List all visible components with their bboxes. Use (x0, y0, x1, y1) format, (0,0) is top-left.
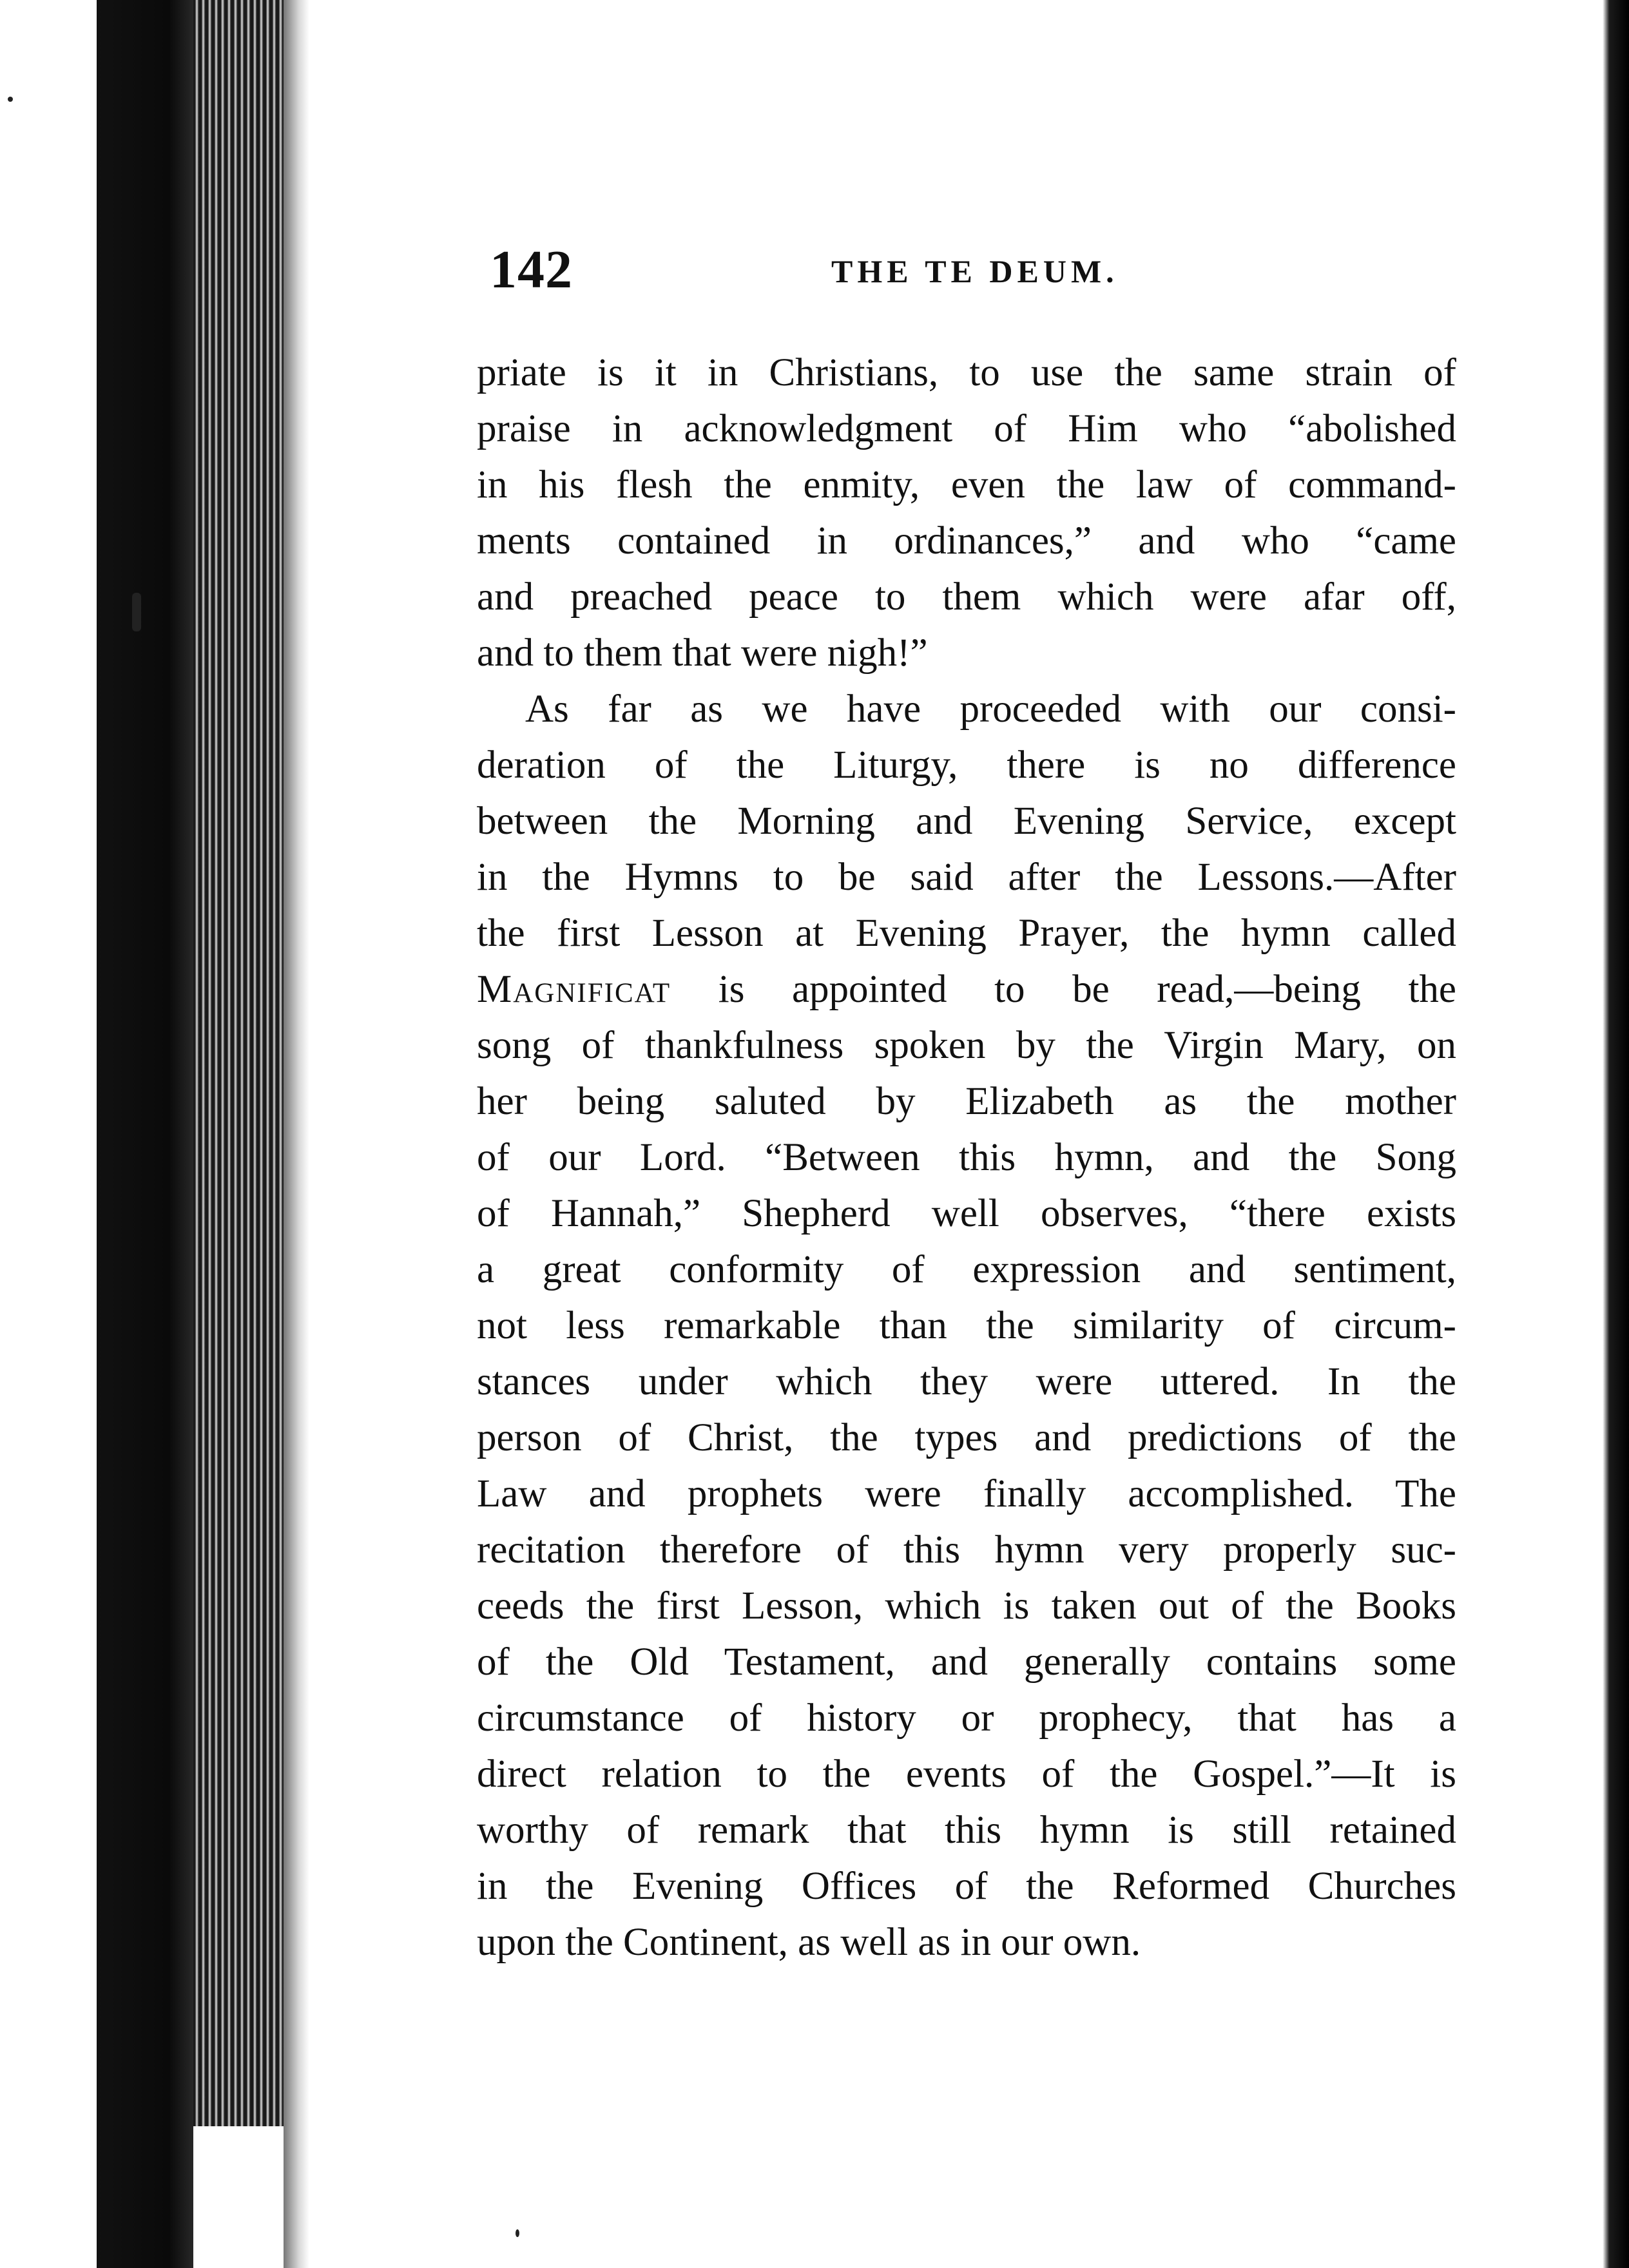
page-number: 142 (490, 240, 573, 300)
gutter-shadow (284, 0, 309, 2268)
page-edges (193, 0, 296, 2126)
text-line: in the Hymns to be said after the Lessons.—After (477, 856, 1456, 899)
text-line-rest: is appointed to be read,—being the (718, 968, 1457, 1011)
text-line: of Hannah,” Shepherd well observes, “there exists (477, 1192, 1456, 1235)
text-line: in his flesh the enmity, even the law of command- (477, 463, 1456, 506)
text-line: praise in acknowledgment of Him who “abolished (477, 407, 1456, 450)
text-line: between the Morning and Evening Service, except (477, 800, 1456, 843)
text-line: song of thankfulness spoken by the Virgin Mary, on (477, 1024, 1456, 1067)
text-line: in the Evening Offices of the Reformed Churches (477, 1865, 1456, 1908)
page-header (490, 238, 1456, 309)
text-line: and to them that were nigh!” (477, 631, 928, 675)
text-line: As far as we have proceeded with our consi- (525, 687, 1456, 731)
right-page-edge (1585, 0, 1629, 2268)
book-page (309, 0, 1585, 2268)
text-line: circumstance of history or prophecy, that has a (477, 1696, 1456, 1740)
text-line-magnificat (477, 961, 1456, 1017)
text-line: person of Christ, the types and predictions of the (477, 1416, 1456, 1459)
text-line: ments contained in ordinances,” and who “came (477, 519, 1456, 562)
text-line: ceeds the first Lesson, which is taken out of the Books (477, 1584, 1456, 1628)
running-head: THE TE DEUM. (831, 253, 1119, 289)
text-line: not less remarkable than the similarity of circum- (477, 1304, 1456, 1347)
text-line: priate is it in Christians, to use the same strain of (477, 351, 1456, 394)
magnificat-word: Magnificat (477, 968, 671, 1011)
text-line: upon the Continent, as well as in our own. (477, 1921, 1141, 1964)
scan-speck (8, 97, 13, 102)
text-line: of the Old Testament, and generally contains some (477, 1640, 1456, 1684)
scan-margin (0, 0, 110, 2268)
text-line: a great conformity of expression and sentiment, (477, 1248, 1456, 1291)
page-edges-bottom (193, 2126, 296, 2268)
text-line: direct relation to the events of the Gospel.”—It is (477, 1753, 1456, 1796)
text-line: Law and prophets were finally accomplished. The (477, 1472, 1456, 1515)
body-text (477, 345, 1456, 1970)
text-line: recitation therefore of this hymn very properly suc- (477, 1528, 1456, 1571)
scan-speck (132, 593, 141, 631)
text-line: deration of the Liturgy, there is no difference (477, 744, 1456, 787)
text-line: her being saluted by Elizabeth as the mother (477, 1080, 1456, 1123)
text-line: worthy of remark that this hymn is still retained (477, 1809, 1456, 1852)
text-line: and preached peace to them which were afar off, (477, 575, 1456, 619)
text-line: the first Lesson at Evening Prayer, the hymn called (477, 912, 1456, 955)
text-line: stances under which they were uttered. In the (477, 1360, 1456, 1403)
text-line: of our Lord. “Between this hymn, and the Song (477, 1136, 1456, 1179)
